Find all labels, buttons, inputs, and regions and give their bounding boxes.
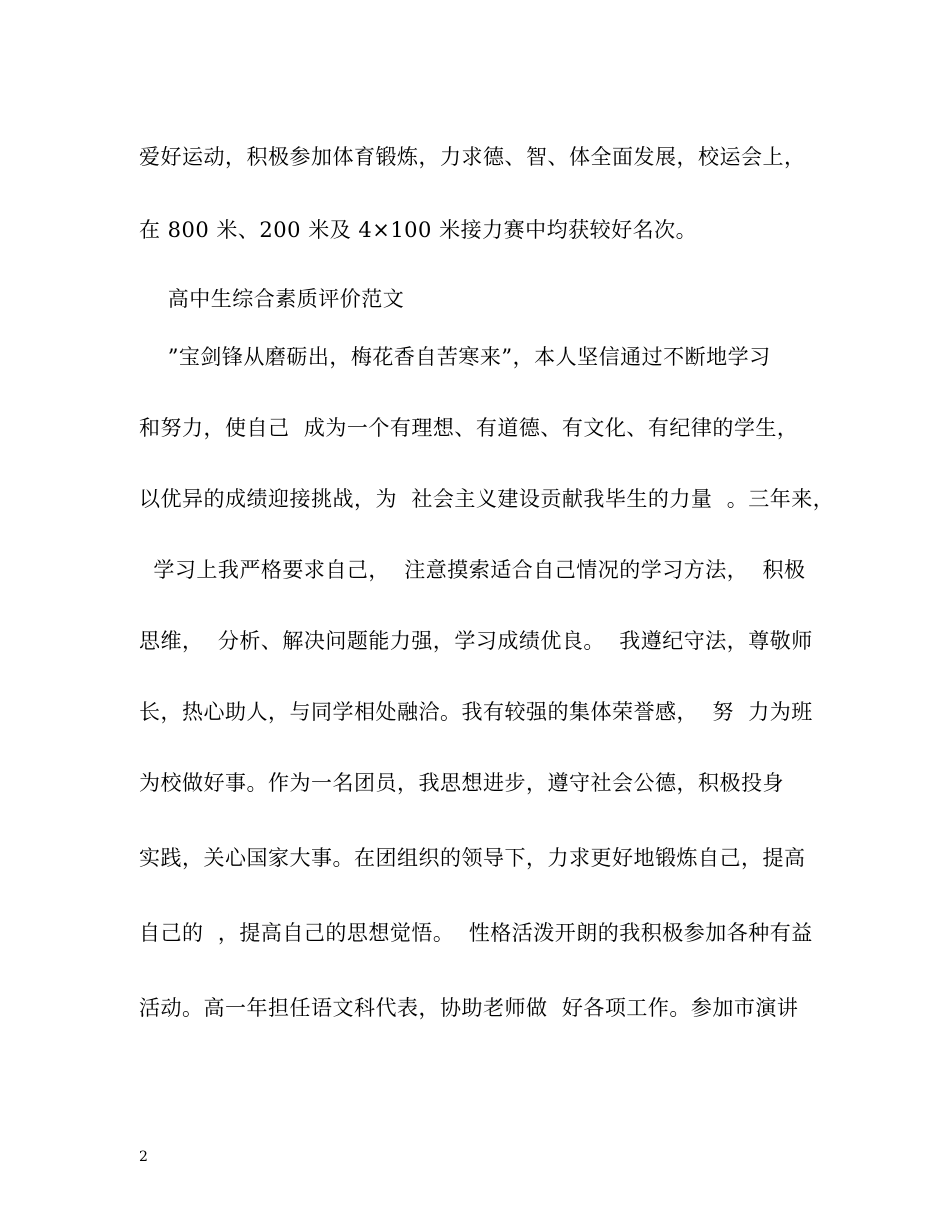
text-line: 自己的 ，提高自己的思想觉悟。 性格活泼开朗的我积极参加各种有益 [139,921,813,945]
text-line: 学习上我严格要求自己， 注意摸索适合自己情况的学习方法， 积极 [139,558,806,582]
text-line: ”宝剑锋从磨砺出，梅花香自苦寒来”，本人坚信通过不断地学习 [139,345,771,369]
text-line: 长，热心助人，与同学相处融洽。我有较强的集体荣誉感， 努 力为班 [139,700,813,724]
text-line: 爱好运动，积极参加体育锻炼，力求德、智、体全面发展，校运会上， [139,145,806,169]
text-line: 和努力，使自己 成为一个有理想、有道德、有文化、有纪律的学生， [139,416,799,440]
text-line: 实践，关心国家大事。在团组织的领导下，力求更好地锻炼自己，提高 [139,846,806,870]
text-line: 活动。高一年担任语文科代表，协助老师做 好各项工作。参加市演讲 [139,996,799,1020]
text-line: 为校做好事。作为一名团员，我思想进步，遵守社会公德，积极投身 [139,771,784,795]
text-line: 在 800 米、200 米及 4×100 米接力赛中均获较好名次。 [139,218,698,242]
text-line: 以优异的成绩迎接挑战，为 社会主义建设贡献我毕生的力量 。三年来， [139,487,835,511]
text-line: 思维， 分析、解决问题能力强，学习成绩优良。 我遵纪守法，尊敬师 [139,629,813,653]
page-number: 2 [139,1149,148,1165]
section-heading: 高中生综合素质评价范文 [139,287,405,311]
